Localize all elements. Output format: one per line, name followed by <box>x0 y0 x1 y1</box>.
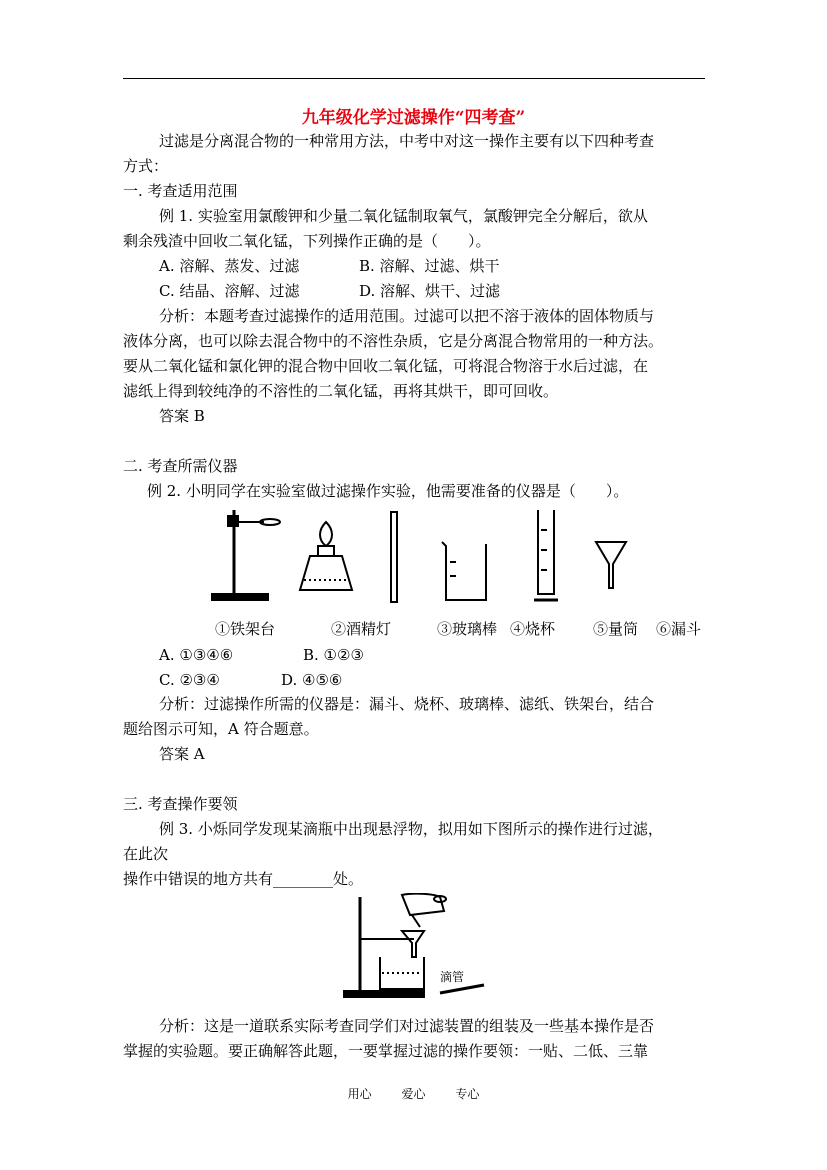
question-line: 例 3. 小烁同学发现某滴瓶中出现悬浮物，拟用如下图所示的操作进行过滤， <box>159 820 663 838</box>
graduated-cylinder-drawing <box>534 510 558 600</box>
analysis-line: 题给图示可知，A 符合题意。 <box>123 720 319 738</box>
page-footer <box>0 1085 827 1102</box>
analysis-line: 分析：本题考查过滤操作的适用范围。过滤可以把不溶于液体的固体物质与 <box>159 307 655 325</box>
option-a: A. ①③④⑥ <box>159 646 234 664</box>
page-title: 九年级化学过滤操作“四考查” <box>301 108 526 128</box>
option-d: D. 溶解、烘干、过滤 <box>359 282 501 300</box>
section-heading: 三. 考查操作要领 <box>123 795 238 813</box>
figure-caption: ①铁架台 <box>215 620 276 638</box>
analysis-line: 要从二氧化锰和氯化钾的混合物中回收二氧化锰，可将混合物溶于水后过滤，在 <box>123 357 649 375</box>
option-b: B. ①②③ <box>303 646 364 664</box>
answer: 答案 B <box>159 407 205 425</box>
figure-caption: ③玻璃棒 <box>437 620 498 638</box>
option-a: A. 溶解、蒸发、过滤 <box>159 257 300 275</box>
analysis-line: 分析：过滤操作所需的仪器是：漏斗、烧杯、玻璃棒、滤纸、铁架台，结合 <box>159 695 655 713</box>
beaker-drawing <box>442 542 486 600</box>
header-rule <box>123 78 705 79</box>
apparatus-figure <box>200 500 640 610</box>
question-line: 在此次 <box>123 845 169 863</box>
question-line: 例 2. 小明同学在实验室做过滤操作实验，他需要准备的仪器是（ ）。 <box>147 482 629 500</box>
figure-caption: ⑤量筒 <box>593 620 639 638</box>
section-heading: 一. 考查适用范围 <box>123 182 238 200</box>
analysis-line: 掌握的实验题。要正确解答此题，一要掌握过滤的操作要领：一贴、二低、三靠 <box>123 1042 649 1060</box>
option-b: B. 溶解、过滤、烘干 <box>359 257 500 275</box>
question-line: 剩余残渣中回收二氧化锰，下列操作正确的是（ ）。 <box>123 232 491 250</box>
funnel-drawing <box>596 542 626 588</box>
question-line: 操作中错误的地方共有________处。 <box>123 870 364 888</box>
answer: 答案 A <box>159 745 205 763</box>
dropper-label: 滴管 <box>440 970 465 984</box>
option-d: D. ④⑤⑥ <box>281 671 343 689</box>
intro-line: 过滤是分离混合物的一种常用方法，中考中对这一操作主要有以下四种考查 <box>159 132 655 150</box>
question-line: 例 1. 实验室用氯酸钾和少量二氧化锰制取氧气，氯酸钾完全分解后，欲从 <box>159 207 648 225</box>
figure-caption: ④烧杯 <box>510 620 556 638</box>
figure-caption: ⑥漏斗 <box>656 620 702 638</box>
option-c: C. ②③④ <box>159 671 220 689</box>
footer-text: 爱心 <box>401 1087 426 1101</box>
footer-text: 用心 <box>347 1087 372 1101</box>
figure-caption: ②酒精灯 <box>331 620 392 638</box>
intro-line: 方式： <box>123 157 169 175</box>
alcohol-lamp-drawing <box>300 522 352 590</box>
footer-text: 专心 <box>455 1087 480 1101</box>
option-c: C. 结晶、溶解、过滤 <box>159 282 300 300</box>
analysis-line: 分析：这是一道联系实际考查同学们对过滤装置的组装及一些基本操作是否 <box>159 1017 655 1035</box>
iron-stand-drawing <box>212 510 280 600</box>
analysis-line: 滤纸上得到较纯净的不溶性的二氧化锰，再将其烘干，即可回收。 <box>123 382 559 400</box>
glass-rod-drawing <box>391 512 397 602</box>
section-heading: 二. 考查所需仪器 <box>123 457 238 475</box>
filtration-setup-figure <box>340 893 490 1001</box>
analysis-line: 液体分离，也可以除去混合物中的不溶性杂质，它是分离混合物常用的一种方法。 <box>123 332 664 350</box>
